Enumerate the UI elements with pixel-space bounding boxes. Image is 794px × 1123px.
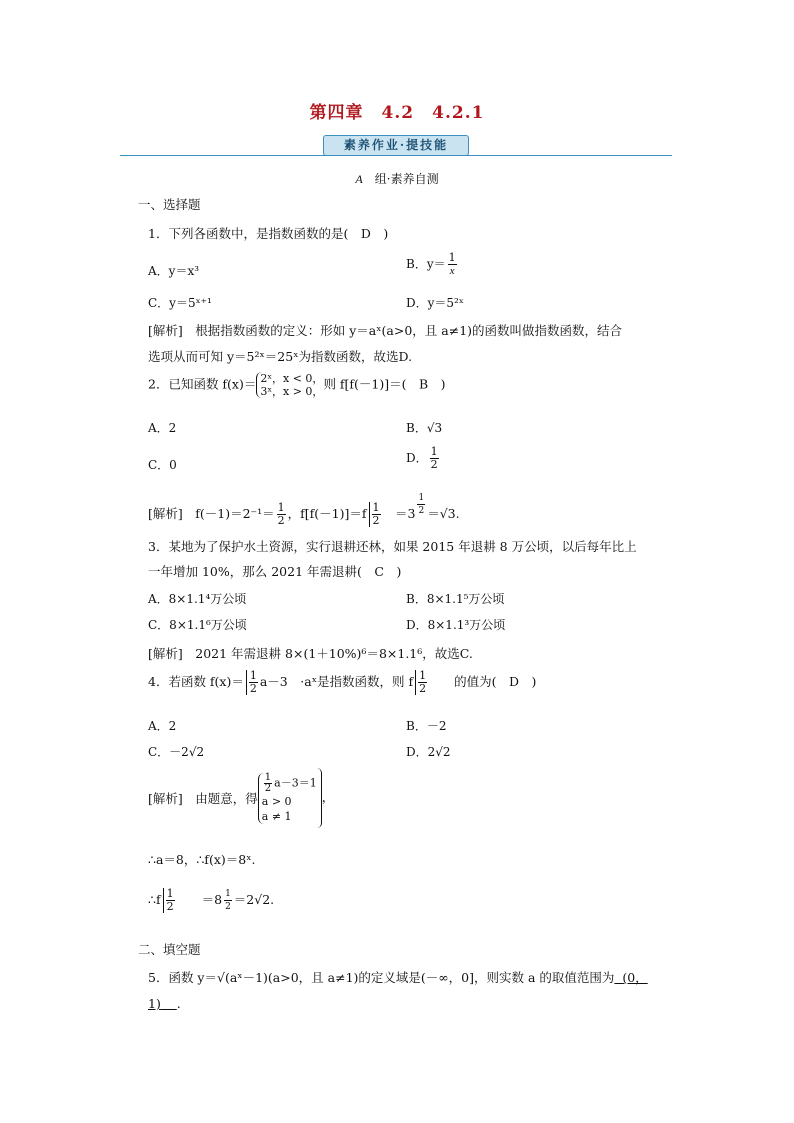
q4-stem: 4．若函数 f(x)＝ $\frac{1}{2}$ a－3 ·aˣ是指数函数，则 f $\frac{1}{2}$ 的值为( D ) — [148, 669, 537, 695]
q4-analysis-line3: ∴f $\frac{1}{2}$ ＝8 $\frac{1}{2}$ ＝2√2. — [148, 887, 275, 913]
system-brace: $\frac{1}{2}$ a－3＝1 a > 0 a ≠ 1 — [258, 773, 317, 824]
header-divider — [120, 155, 672, 156]
q4-option-d: D．2√2 — [406, 745, 451, 759]
section-choice: 一、选择题 — [138, 197, 201, 212]
q4-option-c: C．－2√2 — [148, 745, 205, 759]
q2-stem: 2．已知函数 f(x)＝ 2ˣ，x < 0， 3ˣ，x > 0， 则 f[f(－1)]＝( B ) — [148, 372, 446, 398]
q1-option-d: D．y＝5²ˣ — [406, 296, 464, 310]
piecewise-brace: 2ˣ，x < 0， 3ˣ，x > 0， — [256, 372, 323, 398]
q1-stem: 1．下列各函数中，是指数函数的是( D ) — [148, 226, 389, 241]
q5-stem: 5．函数 y＝√(aˣ－1)(a>0，且 a≠1)的定义域是(－∞，0]，则实数 a 的取值范围为 (0， — [148, 970, 648, 985]
q2-option-b: B．√3 — [406, 421, 443, 435]
q4-analysis-line2: ∴a＝8，∴f(x)＝8ˣ. — [148, 852, 256, 867]
section-banner: 素养作业·提技能 — [323, 135, 469, 156]
fraction: $\frac{1}{x}$ — [448, 251, 456, 277]
group-heading — [0, 170, 794, 187]
q3-stem-line1: 3．某地为了保护水土资源，实行退耕还林，如果 2015 年退耕 8 万公顷，以后每年比上 — [148, 539, 637, 554]
q2-option-d: D． $\frac{1}{2}$ — [406, 445, 438, 471]
group-letter: A — [355, 172, 363, 186]
q3-stem-line2: 一年增加 10%，那么 2021 年需退耕( C ) — [148, 564, 402, 579]
q3-option-d: D．8×1.1³万公顷 — [406, 618, 506, 632]
q1-option-a: A．y＝x³ — [148, 264, 200, 278]
q2-option-c: C．0 — [148, 458, 177, 472]
q4-option-a: A．2 — [148, 719, 177, 733]
q2-analysis: [解析] f(－1)＝2⁻¹＝ $\frac{1}{2}$ ，f[f(－1)]＝f $\frac{1}{2}$ ＝3 $\frac{1}{2}$ ＝√3. — [148, 493, 460, 528]
q3-option-c: C．8×1.1⁶万公顷 — [148, 618, 247, 632]
q2-option-a: A．2 — [148, 421, 177, 435]
q1-analysis-line1: [解析] 根据指数函数的定义：形如 y＝aˣ(a>0，且 a≠1)的函数叫做指数函数，结合 — [148, 323, 623, 338]
q4-analysis: [解析] 由题意，得 $\frac{1}{2}$ a－3＝1 a > 0 a ≠ 1 ， — [148, 768, 334, 828]
q3-analysis: [解析] 2021 年需退耕 8×(1＋10%)⁶＝8×1.1⁶，故选C. — [148, 646, 473, 661]
q3-option-b: B．8×1.1⁵万公顷 — [406, 592, 505, 606]
q1-option-c: C．y＝5ˣ⁺¹ — [148, 296, 212, 310]
answer-blank: 1) — [148, 996, 161, 1011]
q1-option-b: B．y＝ $\frac{1}{x}$ — [406, 251, 456, 277]
q4-option-b: B．－2 — [406, 719, 447, 733]
q1-analysis-line2: 选项从而可知 y＝5²ˣ＝25ˣ为指数函数，故选D. — [148, 349, 413, 364]
group-label: 组·素养自测 — [374, 172, 439, 186]
q5-answer-cont: 1) . — [148, 996, 181, 1011]
section-fill: 二、填空题 — [138, 942, 201, 957]
answer-blank: (0， — [622, 970, 648, 985]
q3-option-a: A．8×1.1⁴万公顷 — [148, 592, 247, 606]
page-title: 第四章 4.2 4.2.1 — [309, 103, 485, 123]
fraction: $\frac{1}{2}$ — [430, 445, 438, 471]
